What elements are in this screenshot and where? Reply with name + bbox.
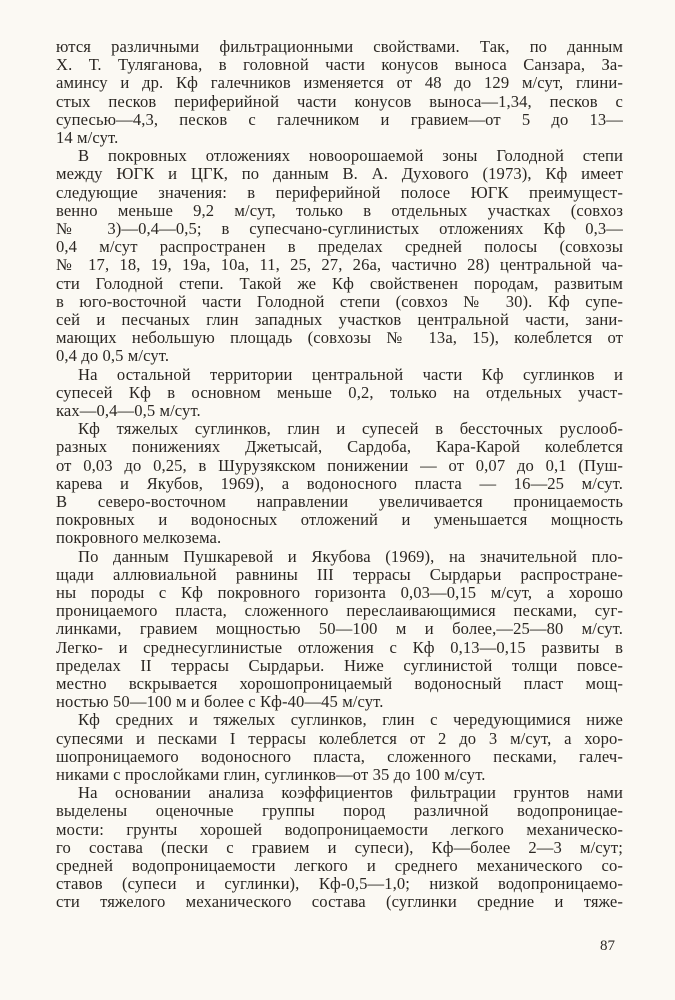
text-line: аминсу и др. Кф галечников изменяется от 48 до 129 м/сут, глини- [56, 73, 623, 93]
text-line: 14 м/сут. [56, 128, 119, 147]
text-line: ставов (супеси и суглинки), Кф-0,5—1,0; низкой водопроницаемо- [56, 874, 623, 894]
text-line: ются различными фильтрационными свойствами. Так, по данным [56, 37, 623, 56]
text-line: На остальной территории центральной части Кф суглинков и [78, 364, 623, 384]
text-line: стых песков периферийной части конусов выноса—1,34, песков с [56, 91, 623, 111]
text-line: покровных и водоносных отложений и уменьшается мощность [56, 510, 623, 530]
text-line: В северо-восточном направлении увеличивается проницаемость [56, 492, 623, 511]
text-line: супесями и песками I террасы колеблется от 2 до 3 м/сут, а хоро- [56, 728, 623, 748]
text-line: венно меньше 9,2 м/сут, только в отдельных участках (совхоз [56, 200, 623, 220]
text-line: следующие значения: в периферийной полосе ЮГК преимущест- [56, 182, 623, 202]
text-line: ностью 50—100 м и более с Кф-40—45 м/сут. [56, 692, 384, 712]
text-line: Кф тяжелых суглинков, глин и супесей в бессточных руслооб- [78, 419, 623, 439]
text-line: в юго-восточной части Голодной степи (совхоз № 30). Кф супе- [56, 291, 623, 311]
text-line: сти тяжелого механического состава (суглинки средние и тяже- [56, 892, 623, 912]
text-line: На основании анализа коэффициентов фильтрации грунтов нами [78, 783, 623, 803]
text-line: супесью—4,3, песков с галечником и гравием—от 5 до 13— [56, 109, 623, 129]
text-line: пределах II террасы Сырдарьи. Ниже суглинистой толщи повсе- [56, 655, 623, 675]
text-line: местно вскрывается хорошопроницаемый водоносный пласт мощ- [56, 674, 623, 693]
text-line: По данным Пушкаревой и Якубова (1969), на значительной пло- [78, 546, 623, 566]
text-line: Х. Т. Туляганова, в головной части конусов выноса Санзара, За- [56, 55, 623, 75]
page-number: 87 [600, 938, 615, 954]
text-line: разных понижениях Джетысай, Сардоба, Кара-Карой колеблется [56, 437, 623, 457]
text-line: Легко- и среднесуглинистые отложения с Кф 0,13—0,15 развиты в [56, 637, 623, 657]
text-line: сей и песчаных глин западных участков центральной части, зани- [56, 310, 623, 329]
text-line: карева и Якубов, 1969), а водоносного пласта — 16—25 м/сут. [56, 473, 623, 493]
text-line: Кф средних и тяжелых суглинков, глин с чередующимися ниже [78, 710, 623, 730]
text-line: В покровных отложениях новоорошаемой зоны Голодной степи [78, 146, 623, 166]
text-line: ны породы с Кф покровного горизонта 0,03—0,15 м/сут, а хорошо [56, 583, 623, 602]
text-line: № 17, 18, 19, 19а, 10а, 11, 25, 27, 26а, частично 28) центральной ча- [56, 255, 623, 275]
text-line: от 0,03 до 0,25, в Шурузякском понижении — от 0,07 до 0,1 (Пуш- [56, 455, 623, 475]
text-line: 0,4 до 0,5 м/сут. [56, 346, 170, 366]
text-line: никами с прослойками глин, суглинков—от 35 до 100 м/сут. [56, 765, 486, 784]
text-line: средней водопроницаемости легкого и среднего механического со- [56, 856, 623, 875]
text-line: линками, гравием мощностью 50—100 м и более,—25—80 м/сут. [56, 619, 623, 639]
text-line: проницаемого пласта, сложенного переслаивающимися песками, суг- [56, 601, 623, 621]
text-line: щади аллювиальной равнины III террасы Сырдарьи распростране- [56, 564, 623, 584]
text-line: сти Голодной степи. Такой же Кф свойственен породам, развитым [56, 273, 623, 293]
text-line: 0,4 м/сут распространен в пределах средней полосы (совхозы [56, 237, 623, 257]
text-line: мающих небольшую площадь (совхозы № 13а, 15), колеблется от [56, 328, 623, 348]
text-line: шопроницаемого водоносного пласта, сложенного песками, галеч- [56, 746, 623, 766]
text-line: мости: грунты хорошей водопроницаемости легкого механическо- [56, 819, 623, 839]
text-line: покровного мелкозема. [56, 528, 222, 548]
text-line: го состава (пески с гравием и супеси), Кф—более 2—3 м/сут; [56, 837, 623, 857]
text-line: между ЮГК и ЦГК, по данным В. А. Духового (1973), Кф имеет [56, 164, 623, 184]
text-line: супесей Кф в основном меньше 0,2, только на отдельных участ- [56, 382, 623, 402]
text-line: выделены оценочные группы пород различной водопроницае- [56, 801, 623, 821]
text-line: № 3)—0,4—0,5; в супесчано-суглинистых отложениях Кф 0,3— [56, 219, 623, 238]
text-line: ках—0,4—0,5 м/сут. [56, 401, 201, 420]
